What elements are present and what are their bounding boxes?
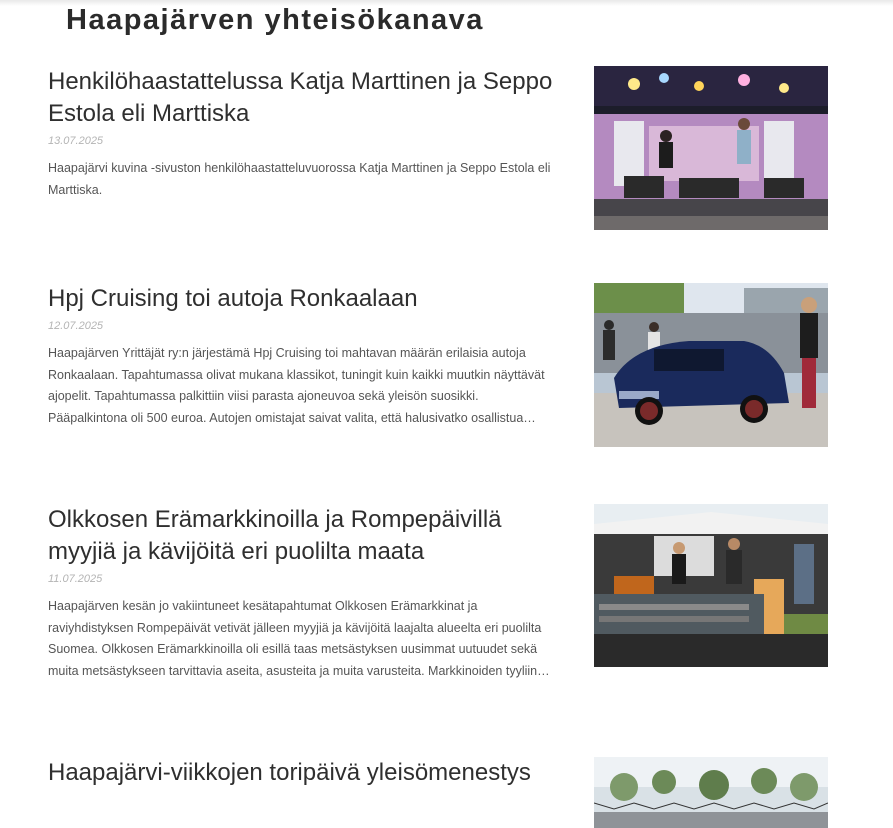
article-date: 13.07.2025 [48,135,104,147]
article-text [48,504,563,682]
article-title[interactable]: Olkkosen Erämarkkinoilla ja Rompepäivillä myyjiä ja kävijöitä eri puolilta maata [48,506,502,565]
article-text [48,66,563,201]
site-title[interactable]: Haapajärven yhteisökanava [66,4,484,36]
article-title[interactable]: Henkilöhaastattelussa Katja Marttinen ja Seppo Estola eli Marttiska [48,68,553,127]
market-tent-photo-icon[interactable] [594,504,828,667]
article-date: 12.07.2025 [48,320,104,332]
article-title[interactable]: Haapajärvi-viikkojen toripäivä yleisömenestys [48,759,531,786]
article-excerpt: Haapajärven kesän jo vakiintuneet kesätapahtumat Olkkosen Erämarkkinat ja raviyhdistyksen Rompepäivät vetivät jälleen myyjiä ja kävijöitä laajalta alueelta eri puolilta Suomea. Olkkosen Erämarkkinoilla oli esillä taas metsästyksen uusimmat uutuudet sekä muita metsästykseen tarvittavia aseita, asusteita ja muita varusteita. Markkinoiden tyyliin… [48,599,550,678]
article-title[interactable]: Hpj Cruising toi autoja Ronkaalaan [48,285,418,312]
article-excerpt: Haapajärven Yrittäjät ry:n järjestämä Hpj Cruising toi mahtavan määrän erilaisia autoja Ronkaalaan. Tapahtumassa olivat mukana klassikot, tuningit kuin kaikki muutkin näyttävät ajopelit. Tapahtumassa palkittiin viisi parasta ajoneuvoa sekä yleisön suosikki. Pääpalkintona oli 500 euroa. Autojen omistajat saivat valita, että halusivatko osallistua… [48,346,545,425]
article-text [48,757,563,789]
article-excerpt: Haapajärvi kuvina -sivuston henkilöhaastatteluvuorossa Katja Marttinen ja Seppo Estola eli Marttiska. [48,161,551,197]
article-text [48,283,563,429]
concert-stage-photo-icon[interactable] [594,66,828,230]
car-show-photo-icon[interactable] [594,283,828,447]
article-date: 11.07.2025 [48,573,103,585]
market-square-photo-icon[interactable] [594,757,828,828]
